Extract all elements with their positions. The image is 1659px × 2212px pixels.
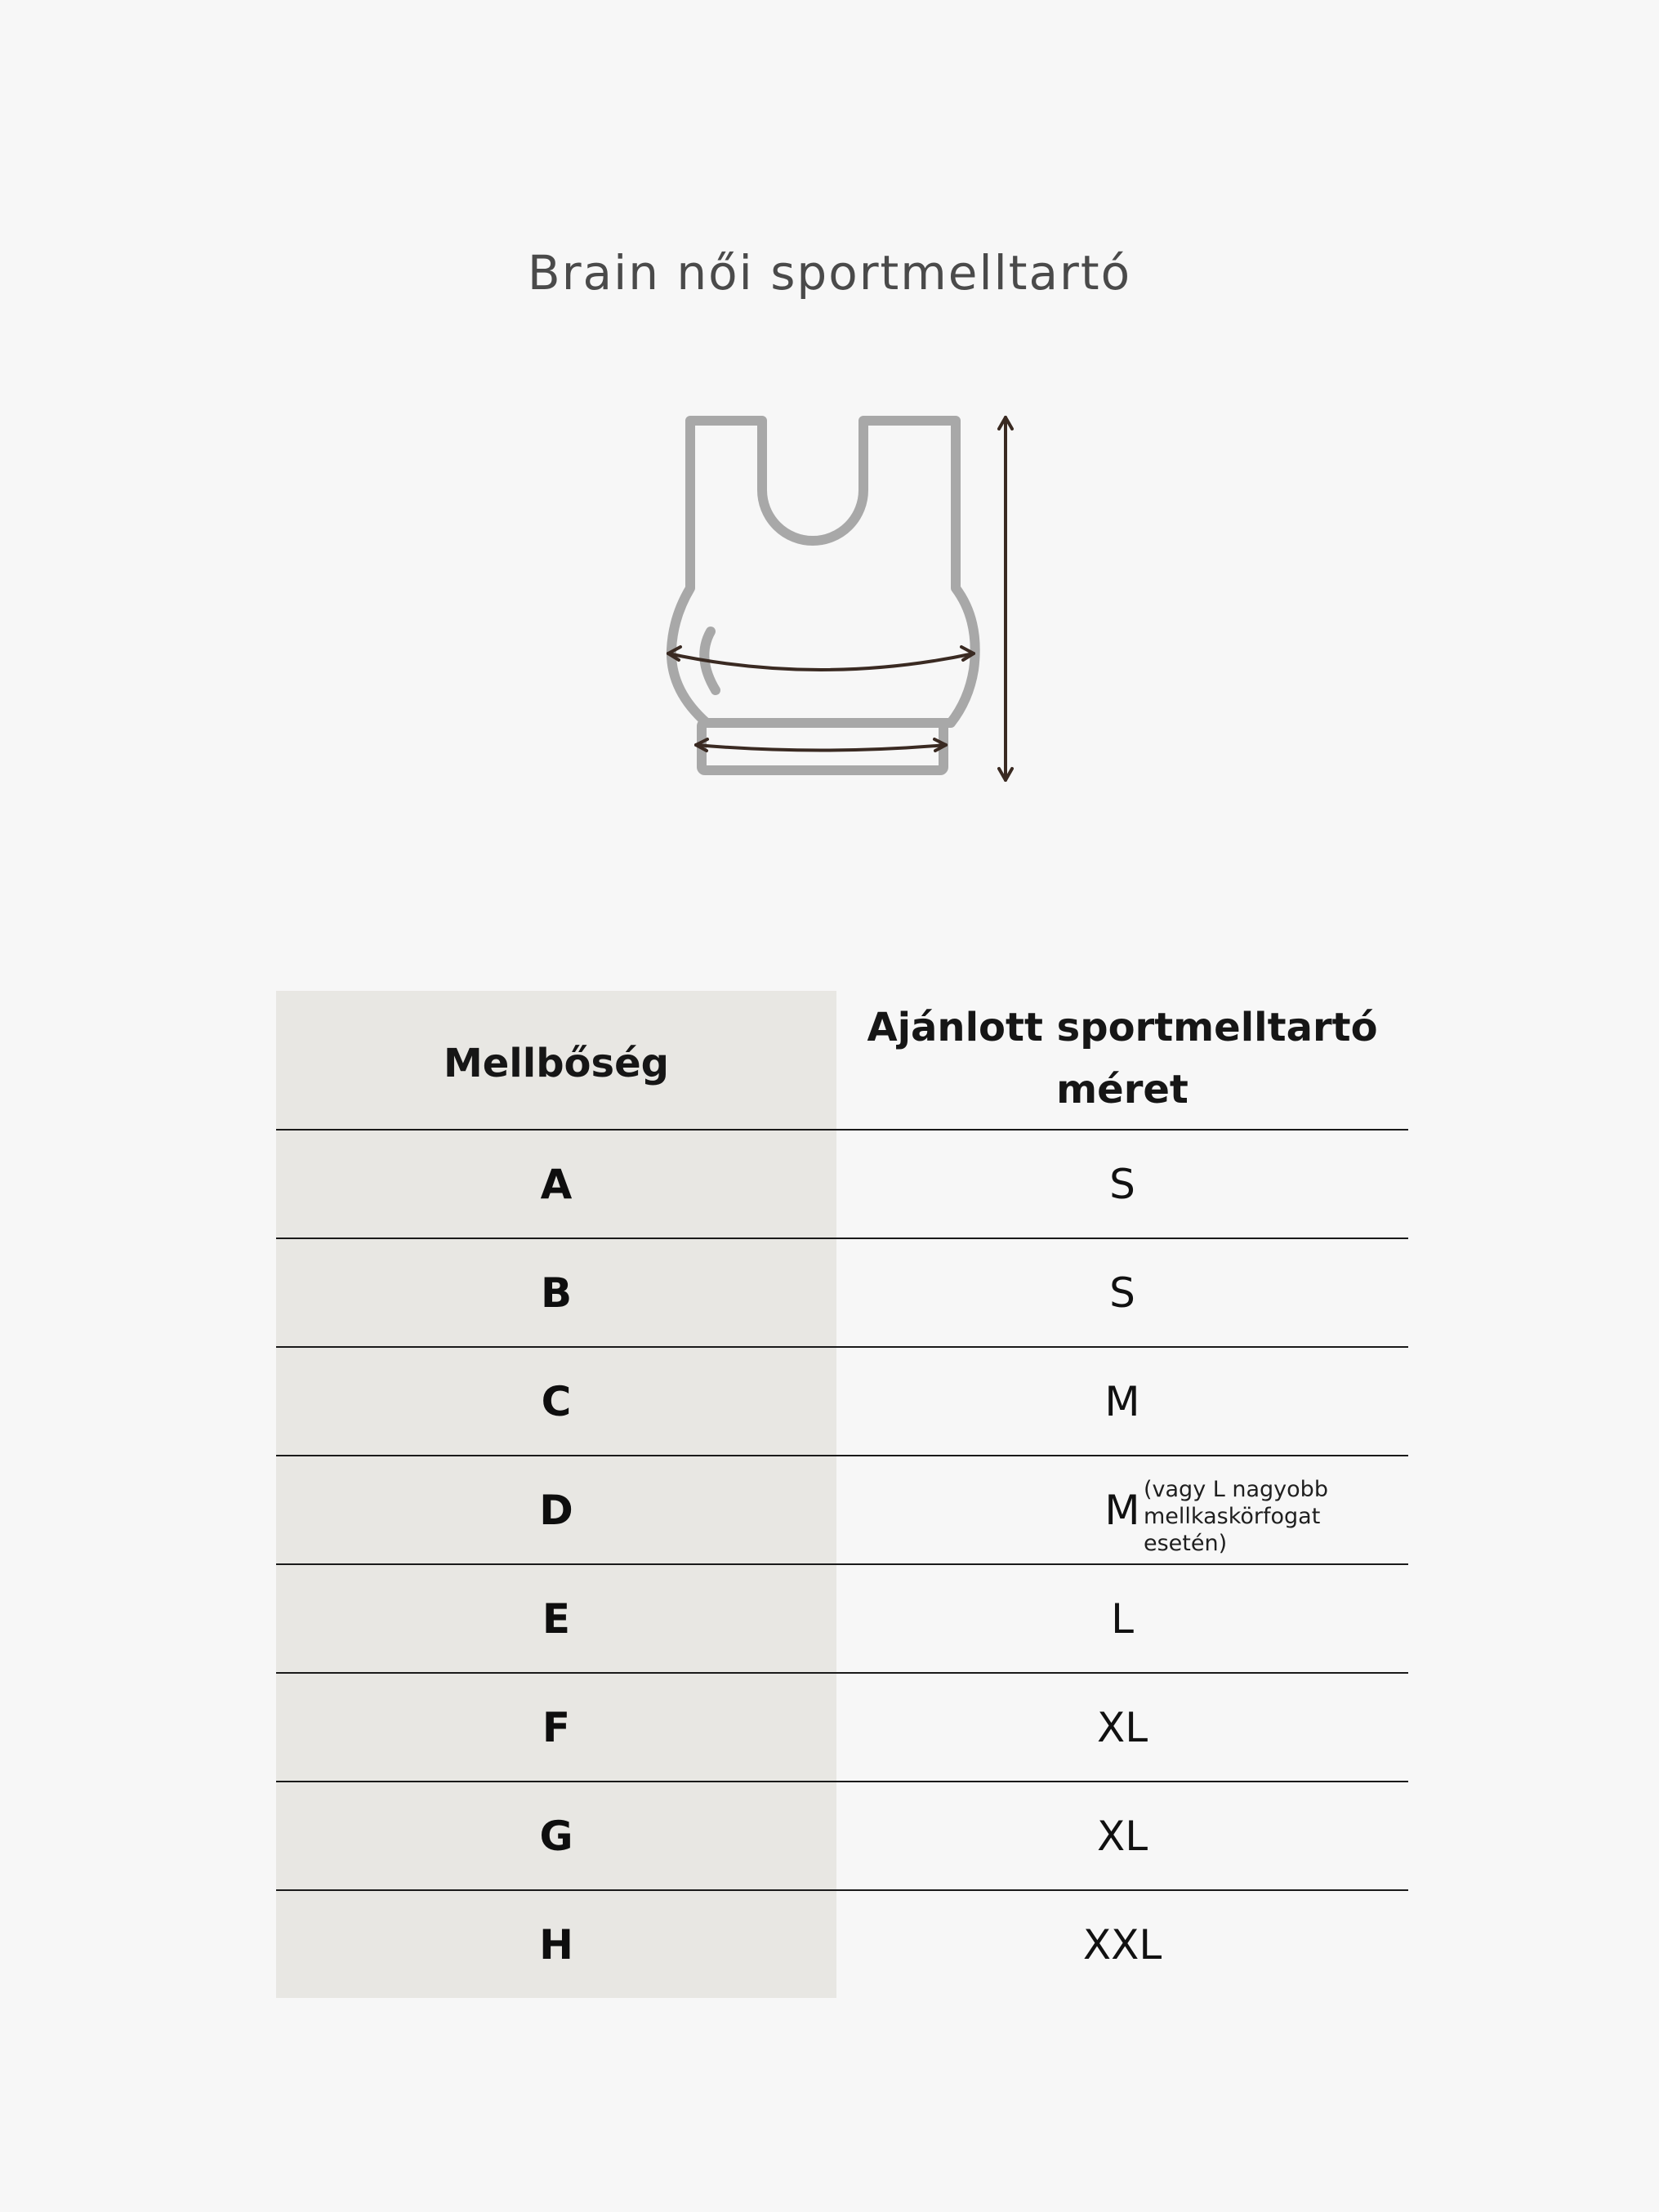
cup-label: C [541, 1377, 572, 1425]
table-row [276, 1891, 1408, 1998]
table-header-row [276, 991, 1408, 1131]
size-cell [836, 1891, 1408, 1998]
cup-cell [276, 1348, 836, 1455]
table-row [276, 1131, 1408, 1239]
cup-cell [276, 1131, 836, 1238]
size-label: L [1111, 1594, 1134, 1643]
cup-cell [276, 1565, 836, 1672]
cup-label: E [542, 1594, 571, 1643]
underbust-arrow-icon [696, 739, 946, 751]
size-label: S [1109, 1269, 1135, 1317]
sports-bra-outline-icon [671, 421, 975, 770]
bust-arrow-icon [668, 647, 974, 670]
cup-cell [276, 1891, 836, 1998]
table-row [276, 1239, 1408, 1348]
cup-cell [276, 1674, 836, 1781]
cup-label: F [542, 1703, 571, 1751]
page-title: Brain női sportmelltartó [527, 245, 1132, 301]
height-arrow-icon [999, 417, 1012, 780]
table-row [276, 1782, 1408, 1891]
size-cell [836, 1239, 1408, 1346]
cup-label: H [539, 1920, 573, 1969]
cup-label: B [540, 1269, 573, 1317]
header-cell-bust [276, 991, 836, 1129]
cup-label: A [540, 1160, 573, 1208]
size-cell [836, 1565, 1408, 1672]
cup-cell [276, 1239, 836, 1346]
table-row [276, 1456, 1408, 1565]
size-label: S [1109, 1160, 1135, 1208]
cup-cell [276, 1782, 836, 1889]
size-label: M [1104, 1486, 1140, 1534]
cup-label: D [539, 1486, 573, 1534]
size-cell [836, 1782, 1408, 1889]
size-cell [836, 1348, 1408, 1455]
table-row [276, 1674, 1408, 1782]
size-label: XL [1096, 1703, 1148, 1751]
table-row [276, 1565, 1408, 1674]
table-row [276, 1348, 1408, 1456]
cup-cell [276, 1456, 836, 1563]
cup-label: G [539, 1812, 573, 1860]
size-label: XL [1096, 1812, 1148, 1860]
size-table [276, 991, 1408, 1998]
sports-bra-illustration [653, 404, 1029, 796]
size-cell [836, 1674, 1408, 1781]
header-cell-size [836, 991, 1408, 1129]
header-label-size: Ajánlott sportmelltartó méret [867, 1004, 1378, 1113]
size-label: XXL [1082, 1920, 1162, 1969]
size-note: (vagy L nagyobb mellkaskörfogat esetén) [1144, 1477, 1328, 1556]
size-cell [836, 1131, 1408, 1238]
header-label-bust: Mellbőség [443, 1040, 670, 1086]
size-label: M [1104, 1377, 1140, 1425]
